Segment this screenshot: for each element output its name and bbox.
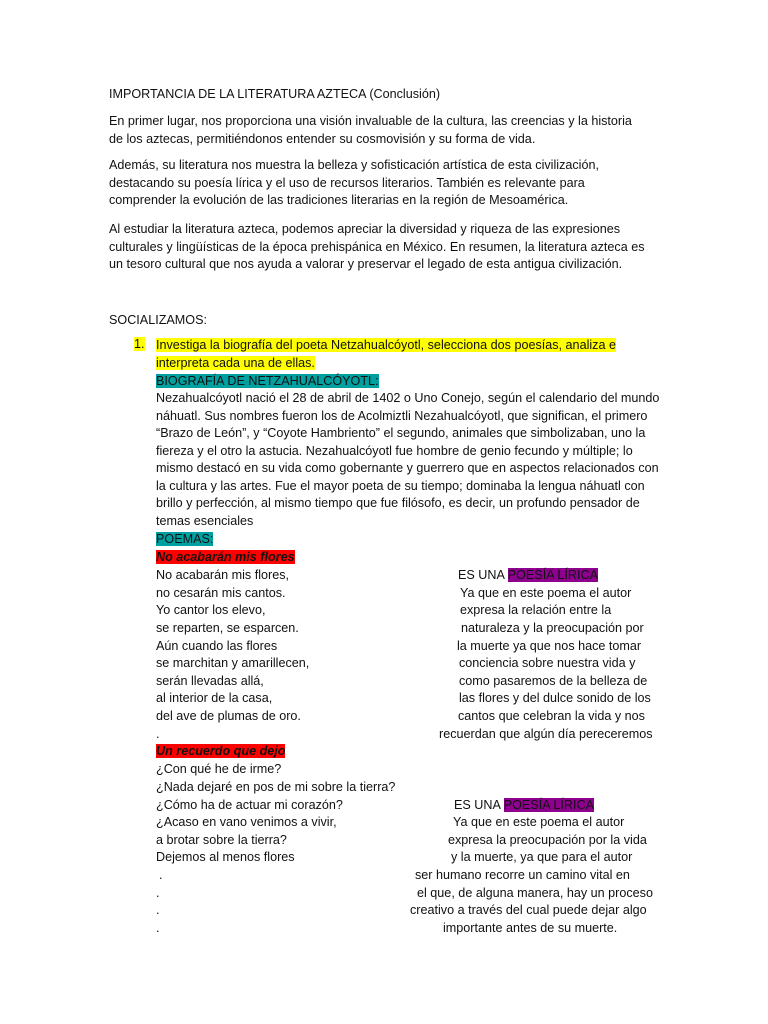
bio-heading-text: BIOGRAFÍA DE NETZAHUALCÓYOTL: bbox=[156, 374, 379, 388]
poem-line: se reparten, se esparcen. bbox=[156, 621, 299, 635]
analysis-line: cantos que celebran la vida y nos bbox=[458, 709, 645, 723]
analysis-line: y la muerte, ya que para el autor bbox=[451, 850, 633, 864]
poem-line: ¿Cómo ha de actuar mi corazón? bbox=[156, 798, 343, 812]
analysis-line: expresa la preocupación por la vida bbox=[448, 833, 647, 847]
poem-line: se marchitan y amarillecen, bbox=[156, 656, 310, 670]
poem-line: Dejemos al menos flores bbox=[156, 850, 295, 864]
poems-heading bbox=[156, 531, 213, 548]
poem-line: . bbox=[156, 727, 160, 741]
poem-line: . bbox=[156, 921, 160, 935]
poems-heading-text: POEMAS: bbox=[156, 532, 214, 546]
poem-line: del ave de plumas de oro. bbox=[156, 709, 301, 723]
poem-line: al interior de la casa, bbox=[156, 691, 273, 705]
poem-2-title: Un recuerdo que dejo bbox=[156, 744, 286, 758]
analysis-line: la muerte ya que nos hace tomar bbox=[457, 639, 642, 653]
bio-heading bbox=[156, 373, 379, 390]
es-una-label: ES UNA bbox=[454, 798, 501, 812]
poem-line: Aún cuando las flores bbox=[156, 639, 278, 653]
analysis-line: expresa la relación entre la bbox=[460, 603, 612, 617]
task-item bbox=[156, 337, 626, 372]
poem-line: No acabarán mis flores, bbox=[156, 568, 289, 582]
poem-title bbox=[156, 743, 285, 760]
bio-paragraph: Nezahualcóyotl nació el 28 de abril de 1402 o Uno Conejo, según el calendario del mundo náhuatl. Sus nombres fueron los de Acolmiztli Nezahualcóyotl, que significan, el primero “Brazo de León”, y “Coyote Hambriento” el segundo, animales que simbolizaban, uno la fiereza y el otro la astucia. Nezahualcóyotl fue hombre de genio fecundo y múltiple; lo mismo destacó en su vida como gobernante y guerrero que en aspectos relacionados con la cultura y las artes. Fue el mayor poeta de su tiempo; dominaba la lengua náhuatl con brillo y perfección, al mismo tiempo que fue filósofo, es decir, un profundo pensador de temas esenciales bbox=[156, 391, 660, 528]
poem-line: ¿Acaso en vano venimos a vivir, bbox=[156, 815, 337, 829]
es-una-label: ES UNA bbox=[458, 568, 505, 582]
analysis-line: las flores y del dulce sonido de los bbox=[459, 691, 651, 705]
analysis-line: Ya que en este poema el autor bbox=[460, 586, 632, 600]
poem-line: ¿Con qué he de irme? bbox=[156, 762, 282, 776]
analysis-line: el que, de alguna manera, hay un proceso bbox=[417, 886, 653, 900]
poem-line: . bbox=[156, 886, 160, 900]
paragraph-3: Al estudiar la literatura azteca, podemos apreciar la diversidad y riqueza de las expresiones culturales y lingüísticas de la época prehispánica en México. En resumen, la literatura azteca es un tesoro cultural que nos ayuda a valorar y preservar el legado de esta antigua civilización. bbox=[109, 222, 645, 271]
poem-line: . bbox=[156, 903, 160, 917]
analysis-line: Ya que en este poema el autor bbox=[453, 815, 625, 829]
poem-title bbox=[156, 549, 295, 566]
genre-badge: POESÍA LÍRICA bbox=[503, 798, 594, 812]
section-heading: SOCIALIZAMOS: bbox=[109, 313, 207, 327]
paragraph-1: En primer lugar, nos proporciona una visión invaluable de la cultura, las creencias y la historia de los aztecas, permitiéndonos entender su cosmovisión y su forma de vida. bbox=[109, 114, 632, 146]
genre-label bbox=[458, 567, 598, 584]
genre-badge: POESÍA LÍRICA bbox=[507, 568, 598, 582]
analysis-line: conciencia sobre nuestra vida y bbox=[459, 656, 636, 670]
poem-line: Yo cantor los elevo, bbox=[156, 603, 266, 617]
analysis-line: recuerdan que algún día pereceremos bbox=[439, 727, 653, 741]
task-number bbox=[134, 337, 145, 351]
genre-label bbox=[454, 797, 594, 814]
analysis-line: creativo a través del cual puede dejar algo bbox=[410, 903, 647, 917]
poem-1-title: No acabarán mis flores bbox=[156, 550, 295, 564]
poem-line: a brotar sobre la tierra? bbox=[156, 833, 287, 847]
poem-line: . bbox=[159, 868, 163, 882]
poem-line: no cesarán mis cantos. bbox=[156, 586, 286, 600]
paragraph-2: Además, su literatura nos muestra la belleza y sofisticación artística de esta civilización, destacando su poesía lírica y el uso de recursos literarios. También es relevante para comprender la evolución de las tradiciones literarias en la región de Mesoamérica. bbox=[109, 158, 599, 207]
document-title: IMPORTANCIA DE LA LITERATURA AZTECA (Conclusión) bbox=[109, 87, 441, 101]
analysis-line: ser humano recorre un camino vital en bbox=[415, 868, 630, 882]
analysis-line: como pasaremos de la belleza de bbox=[459, 674, 648, 688]
analysis-line: importante antes de su muerte. bbox=[443, 921, 618, 935]
analysis-line: naturaleza y la preocupación por bbox=[461, 621, 644, 635]
poem-line: serán llevadas allá, bbox=[156, 674, 264, 688]
task-number-text: 1. bbox=[134, 337, 145, 351]
task-text: Investiga la biografía del poeta Netzahualcóyotl, selecciona dos poesías, analiza e interpreta cada una de ellas. bbox=[156, 338, 616, 370]
poem-line: ¿Nada dejaré en pos de mi sobre la tierra? bbox=[156, 780, 396, 794]
